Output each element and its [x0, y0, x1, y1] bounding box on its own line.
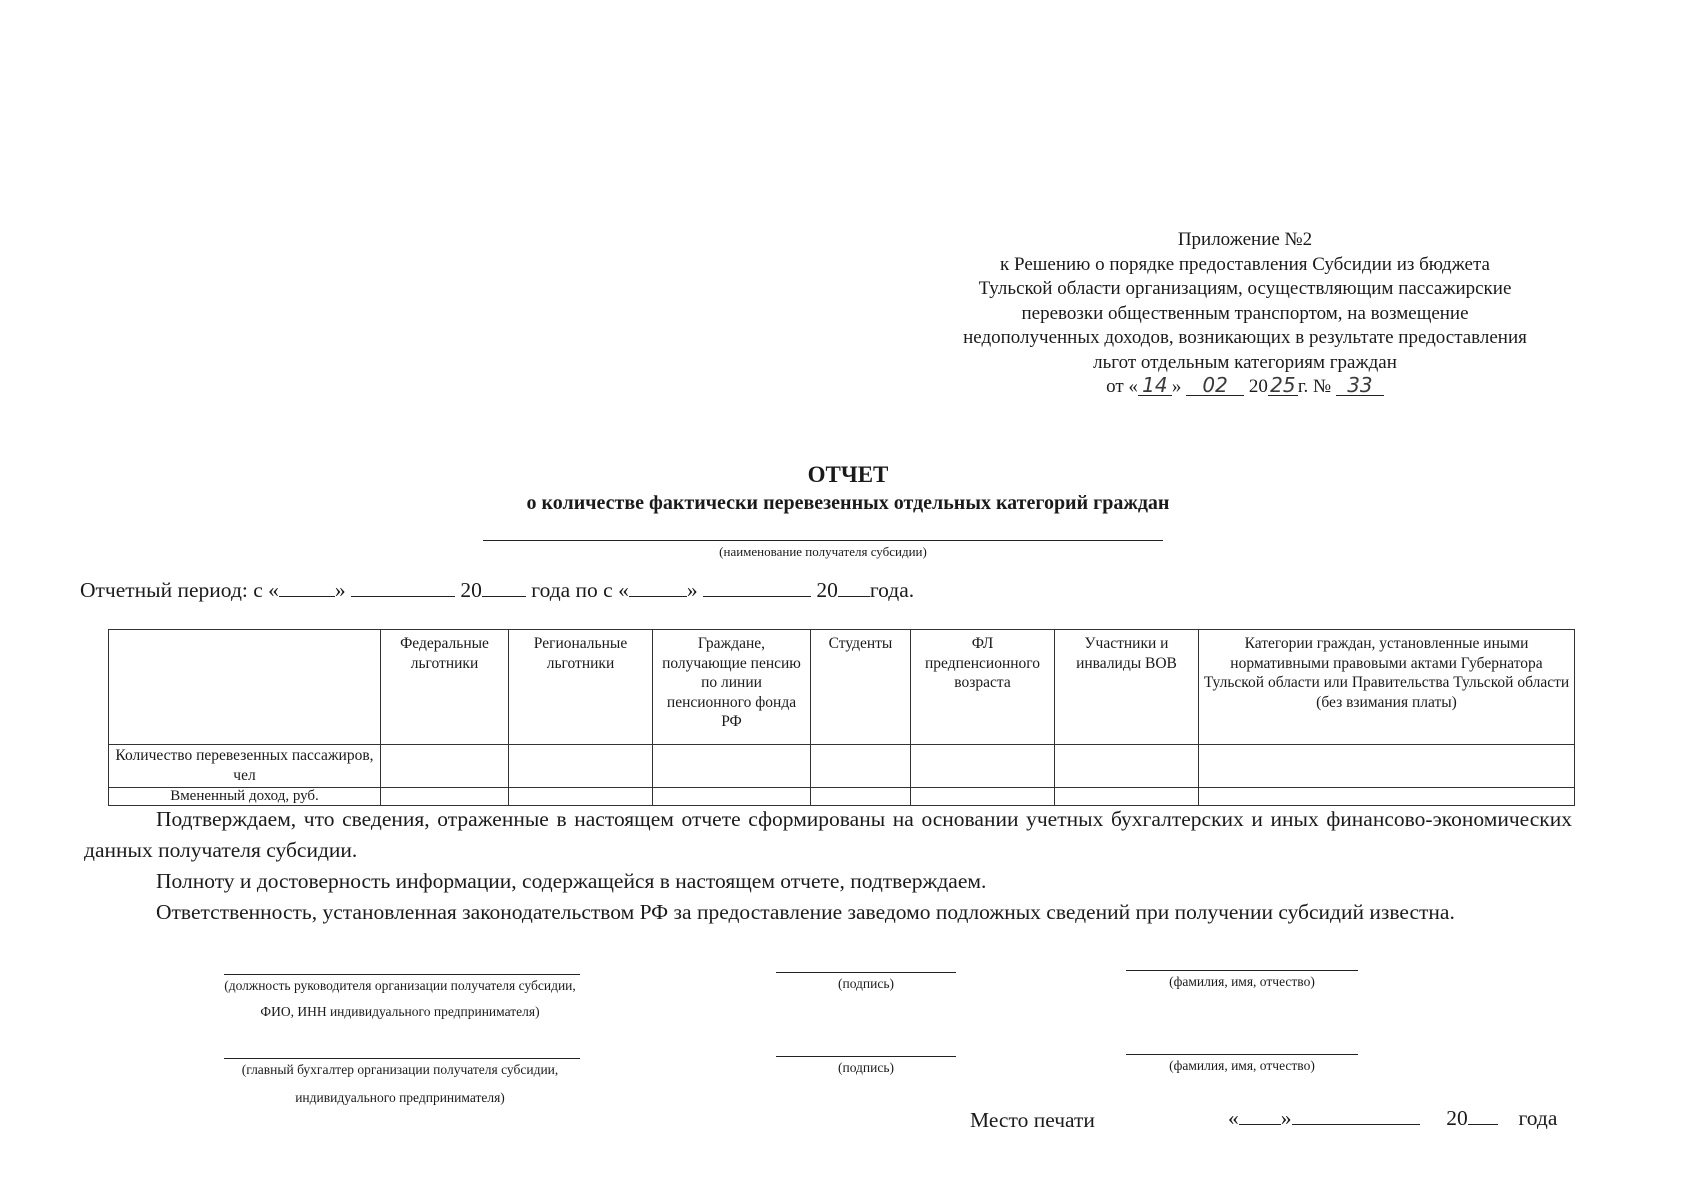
table-header-row — [109, 630, 1575, 745]
year-prefix: 20 — [1248, 376, 1268, 397]
report-subtitle: о количестве фактически перевезенных отдельных категорий граждан — [526, 492, 1170, 514]
period-quote-1: » — [334, 578, 346, 602]
table-cell — [1055, 788, 1199, 806]
column-header-empty — [109, 630, 381, 745]
accountant-fullname-line — [1126, 1054, 1358, 1055]
column-header-ww2-veterans: Участники и инвалиды ВОВ — [1055, 630, 1199, 745]
accountant-caption-1: (главный бухгалтер организации получателя субсидии, — [241, 1062, 559, 1077]
head-position-caption-2: ФИО, ИНН индивидуального предпринимателя) — [260, 1004, 540, 1019]
accountant-fullname-caption: (фамилия, имя, отчество) — [1169, 1058, 1315, 1073]
table-row — [109, 788, 1575, 806]
period-start-day-blank — [279, 578, 335, 597]
period-start-month-blank — [351, 578, 455, 597]
table-cell — [1199, 788, 1575, 806]
table-cell — [653, 788, 811, 806]
accountant-caption-2: индивидуального предпринимателя) — [295, 1090, 505, 1105]
reporting-period — [80, 578, 914, 603]
confirmation-paragraph-1: Подтверждаем, что сведения, отраженные в настоящем отчете сформированы на основании учетных бухгалтерских и иных финансово-экономических данных получателя субсидии. — [84, 807, 1572, 862]
row-label-imputed-income: Вмененный доход, руб. — [109, 788, 381, 806]
bottom-date-close: » — [1280, 1106, 1292, 1130]
table-cell — [509, 745, 653, 788]
period-end: года. — [869, 578, 915, 602]
period-start-year-blank — [482, 578, 526, 597]
bottom-month-blank — [1292, 1106, 1420, 1125]
report-table — [108, 629, 1575, 806]
head-fullname-caption: (фамилия, имя, отчество) — [1169, 974, 1315, 989]
period-year-prefix-1: 20 — [460, 578, 482, 602]
table-cell — [811, 745, 911, 788]
period-mid: года по с « — [531, 578, 629, 602]
period-year-prefix-2: 20 — [816, 578, 838, 602]
table-cell — [1055, 745, 1199, 788]
column-header-regional: Региональные льготники — [509, 630, 653, 745]
bottom-date-suffix: года — [1518, 1106, 1558, 1130]
appendix-date-line — [880, 375, 1610, 400]
appendix-line-5: недополученных доходов, возникающих в результате предоставления — [963, 327, 1527, 348]
table-row — [109, 745, 1575, 788]
table-cell — [653, 745, 811, 788]
date-quote-close: » — [1171, 376, 1182, 397]
accountant-line — [224, 1058, 580, 1059]
column-header-students: Студенты — [811, 630, 911, 745]
table-cell — [911, 788, 1055, 806]
bottom-date — [1228, 1106, 1557, 1131]
table-cell — [381, 788, 509, 806]
date-prefix: от « — [1106, 376, 1138, 397]
bottom-date-open: « — [1228, 1106, 1239, 1130]
confirmation-paragraph-2: Полноту и достоверность информации, содержащейся в настоящем отчете, подтверждаем. — [156, 869, 987, 893]
appendix-line-1: Приложение №2 — [1177, 229, 1313, 250]
table-cell — [381, 745, 509, 788]
column-header-federal: Федеральные льготники — [381, 630, 509, 745]
accountant-signature-caption: (подпись) — [837, 1060, 895, 1075]
column-header-other-categories: Категории граждан, установленные иными нормативными правовыми актами Губернатора Тульской области или Правительства Тульской области (без взимания платы) — [1199, 630, 1575, 745]
column-header-pensioners: Граждане, получающие пенсию по линии пенсионного фонда РФ — [653, 630, 811, 745]
period-quote-2: » — [686, 578, 698, 602]
number-prefix: г. № — [1297, 376, 1332, 397]
report-title: ОТЧЕТ — [807, 462, 889, 487]
column-header-pre-pension: ФЛ предпенсионного возраста — [911, 630, 1055, 745]
handwritten-year: 25 — [1268, 375, 1298, 396]
bottom-year-blank — [1468, 1106, 1498, 1125]
appendix-line-6: льгот отдельным категориям граждан — [1093, 351, 1397, 373]
recipient-caption: (наименование получателя субсидии) — [719, 544, 927, 559]
period-end-month-blank — [703, 578, 811, 597]
accountant-signature-line — [776, 1056, 956, 1057]
confirmation-text — [84, 804, 1572, 928]
handwritten-month: 02 — [1186, 375, 1244, 396]
recipient-name-line — [483, 540, 1163, 541]
appendix-header — [880, 228, 1610, 400]
appendix-line-3: Тульской области организациям, осуществляющим пассажирские — [978, 278, 1512, 299]
bottom-year-prefix: 20 — [1446, 1106, 1468, 1130]
head-signature-line — [776, 972, 956, 973]
head-position-caption-1: (должность руководителя организации получателя субсидии, — [224, 978, 576, 993]
table-cell — [509, 788, 653, 806]
bottom-day-blank — [1239, 1106, 1281, 1125]
head-fullname-line — [1126, 970, 1358, 971]
table-cell — [1199, 745, 1575, 788]
appendix-line-4: перевозки общественным транспортом, на возмещение — [1021, 302, 1469, 324]
table-cell — [811, 788, 911, 806]
table-cell — [911, 745, 1055, 788]
period-end-day-blank — [629, 578, 687, 597]
period-end-year-blank — [838, 578, 870, 597]
head-position-line — [224, 974, 580, 975]
handwritten-number: 33 — [1336, 375, 1384, 396]
confirmation-paragraph-3: Ответственность, установленная законодательством РФ за предоставление заведомо подложных сведений при получении субсидий известна. — [156, 900, 1455, 924]
head-signature-caption: (подпись) — [837, 976, 895, 991]
appendix-line-2: к Решению о порядке предоставления Субсидии из бюджета — [1000, 253, 1490, 275]
row-label-passengers: Количество перевезенных пассажиров, чел — [109, 745, 381, 788]
stamp-place-label: Место печати — [970, 1108, 1095, 1132]
period-label: Отчетный период: с « — [80, 578, 279, 602]
handwritten-day: 14 — [1138, 375, 1172, 396]
